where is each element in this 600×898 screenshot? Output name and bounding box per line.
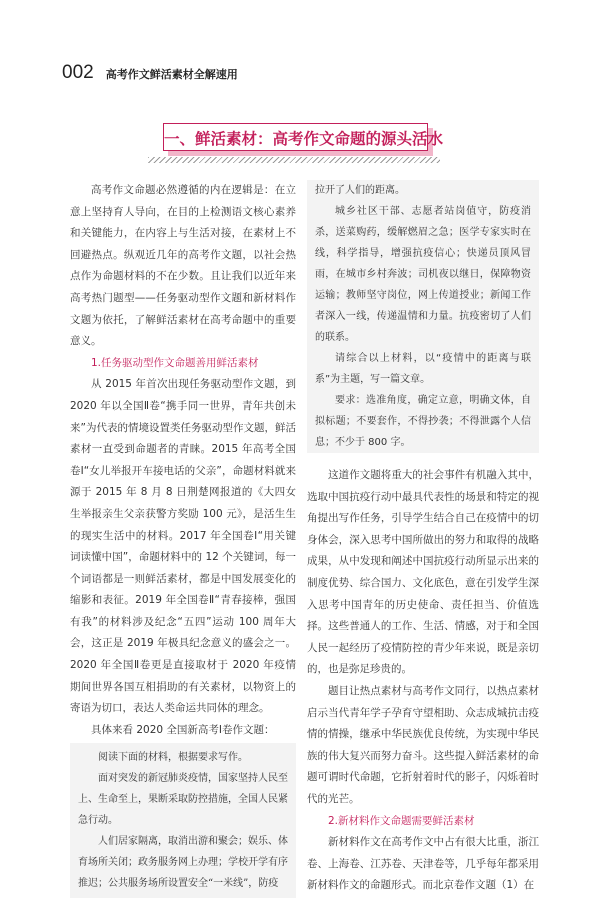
paragraph-significance: 题目让热点素材与高考作文同行，以热点素材启示当代青年学子孕育守望相助、众志成城抗击疫情的情操，继承中华民族优良传统，为实现中华民族的伟大复兴而努力奋斗。这些提入鲜活素材的命题可谓时代命题，它折射着时代的影子，闪烁着时代的光芒。	[307, 684, 539, 805]
paragraph-new-material: 新材料作文在高考作文中占有很大比重，浙江卷、上海卷、江苏卷、天津卷等，几乎每年都采用新材料作文的命题形式。而北京卷作文题（1）在	[307, 836, 539, 892]
quote-line: 人们居家隔离，取消出游和聚会；娱乐、体育场所关闭；政务服务网上办理；学校开学有序推迟；公共服务场所设置安全“一米线”，防疫	[78, 836, 288, 890]
quote-instruction: 阅读下面的材料，根据要求写作。	[98, 752, 248, 764]
section-title: 一、鲜活素材：高考作文命题的源头活水	[164, 130, 444, 148]
quote-task: 请综合以上材料，以“疫情中的距离与联系”为主题，写一篇文章。	[315, 353, 531, 385]
book-title: 高考作文鲜活素材全解速用	[105, 68, 238, 81]
quote-line: 城乡社区干部、志愿者站岗值守，防疫消杀，送菜购药，缓解燃眉之急；医学专家实时在线，科学指导，增强抗疫信心；快递员顶风冒雨，在城市乡村奔波；司机夜以继日，保障物资运输；教师坚守岗位，网上传道授业；新闻工作者深入一线，传递温情和力量。抗疫密切了人们的联系。	[315, 206, 531, 343]
prompt-quote-continued	[307, 180, 539, 453]
intro-paragraph: 高考作文命题必然遵循的内在逻辑是：在立意上坚持育人导向，在目的上检测语文核心素养和关键能力，在内容上与生活对接，在素材上不回避热点。纵观近几年的高考作文题，以社会热点作为命题材料的不在少数。且让我们以近年来高考热门题型——任务驱动型作文题和新材料作文题为依托，了解鲜活素材在高考命题中的重要意义。	[70, 184, 296, 348]
right-column	[307, 180, 539, 897]
page-number: 002	[62, 62, 94, 83]
quote-line: 拉开了人们的距离。	[315, 185, 405, 196]
page-header	[62, 62, 238, 84]
section-banner	[163, 123, 444, 151]
spacer	[307, 453, 539, 465]
left-column	[70, 180, 296, 898]
paragraph-example-intro: 具体来看 2020 全国新高考Ⅰ卷作文题：	[91, 723, 275, 736]
quote-line: 面对突发的新冠肺炎疫情，国家坚持人民至上、生命至上，果断采取防控措施，全国人民紧急行动。	[78, 773, 288, 827]
prompt-quote-box	[70, 743, 296, 898]
quote-requirements: 要求：选准角度，确定立意，明确文体，自拟标题；不要套作，不得抄袭；不得泄露个人信息；不少于 800 字。	[315, 395, 531, 448]
hatch-divider	[148, 157, 440, 163]
paragraph-analysis: 这道作文题将重大的社会事件有机融入其中，选取中国抗疫行动中最具代表性的场景和特定的视角提出写作任务，引导学生结合自己在疫情中的切身体会，深入思考中国所做出的努力和取得的战略成果，从中发现和阐述中国抗疫行动所显示出来的制度优势、综合国力、文化底色，意在引发学生深入思考中国青年的历史使命、责任担当、价值选择。这些普通人的工作、生活、情感，对于和全国人民一起经历了疫情防控的青少年来说，既是亲切的，也是弥足珍贵的。	[307, 469, 539, 676]
subheading-new-material: 2.新材料作文命题需要鲜活素材	[328, 814, 475, 827]
paragraph-task-driven: 从 2015 年首次出现任务驱动型作文题，到 2020 年以全国Ⅱ卷“携手同一世界，青年共创未来”为代表的情境设置类任务驱动型作文题，鲜活素材一直受到命题者的青睐。2015 年高考全国卷Ⅰ“女儿举报开车接电话的父亲”，命题材料就来源于 2015 年 8 月 8 日荆楚网报道的《大四女生举报亲生父亲获警方奖励 100 元》，是活生生的现实生活中的材料。2017 年全国卷Ⅰ“用关键词读懂中国”，命题材料中的 12 个关键词，每一个词语都是一则鲜活素材，都是中国发展变化的缩影和表征。2019 年全国卷Ⅱ“青春接棒，强国有我”的材料涉及纪念“五四”运动 100 周年大会，这正是 2019 年极具纪念意义的盛会之一。2020 年全国Ⅱ卷更是直接取材于 2020 年疫情期间世界各国互相捐助的有关素材，以物资上的寄语为切口，表达人类命运共同体的理念。	[70, 378, 296, 715]
subheading-task-driven: 1.任务驱动型作文命题善用鲜活素材	[91, 356, 259, 369]
